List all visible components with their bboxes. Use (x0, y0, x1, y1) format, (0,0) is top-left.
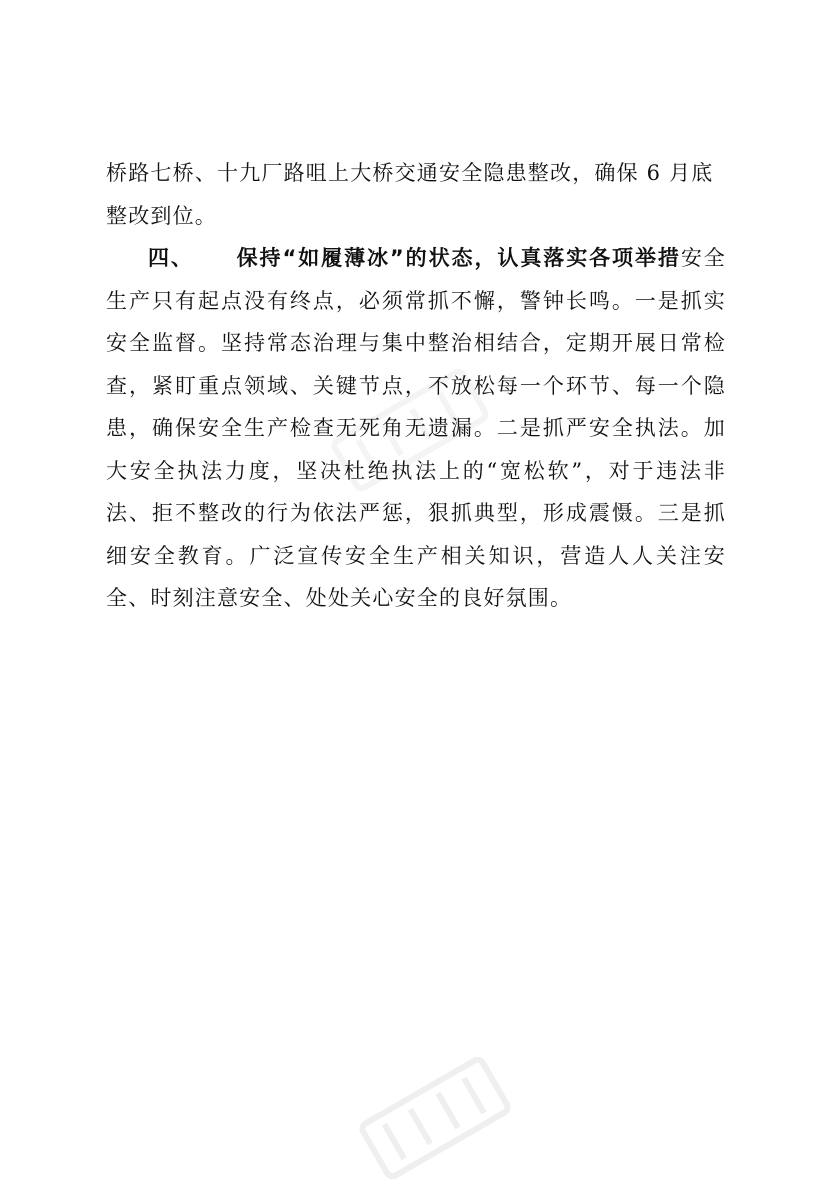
continuation-paragraph (106, 152, 726, 237)
continuation-line-2: 整改到位。 (106, 203, 217, 228)
section-number: 四、 (148, 246, 194, 270)
continuation-line-1: 桥路七桥、十九厂路咀上大桥交通安全隐患整改，确保 6 月底 (106, 161, 714, 185)
section-body: 安全生产只有起点没有终点，必须常抓不懈，警钟长鸣。一是抓实安全监督。坚持常态治理与集中整治相结合，定期开展日常检查，紧盯重点领域、关键节点，不放松每一个环节、每一个隐患，确保安全生产检查无死角无遗漏。二是抓严安全执法。加大安全执法力度，坚决杜绝执法上的“宽松软”，对于违法非法、拒不整改的行为依法严惩，狠抓典型，形成震慑。三是抓细安全教育。广泛宣传安全生产相关知识，营造人人关注安全、时刻注意安全、处处关心安全的良好氛围。 (106, 246, 726, 610)
section-title: 保持“如履薄冰”的状态，认真落实各项举措 (235, 246, 681, 270)
watermark-mark-bottom (350, 1046, 520, 1190)
